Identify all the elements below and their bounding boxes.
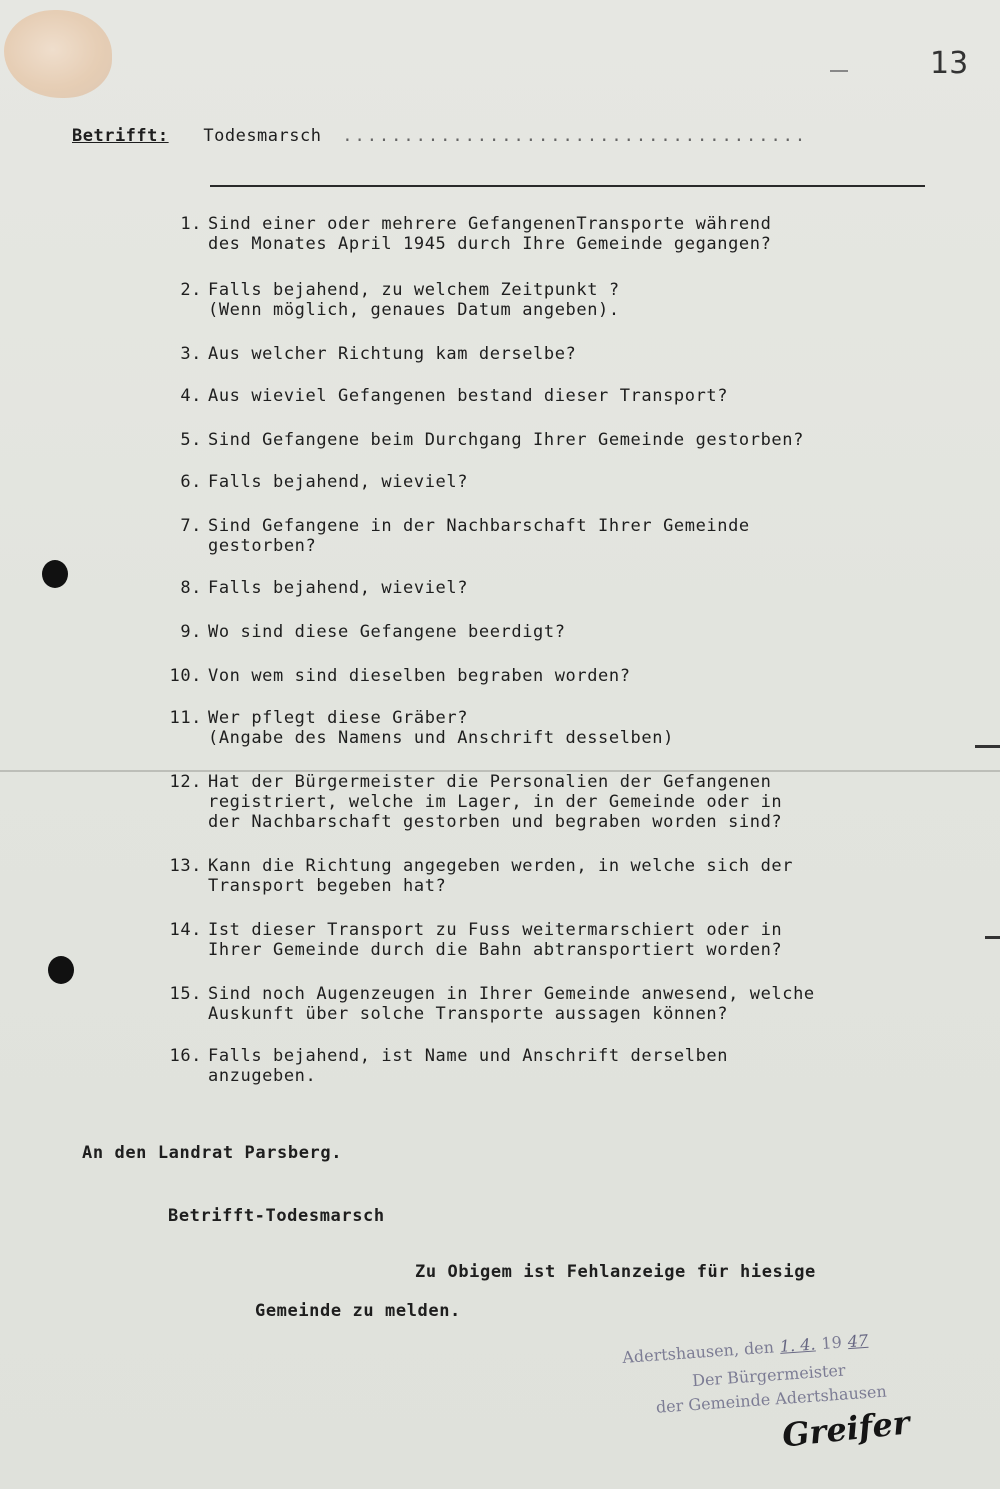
- stamp-municipality: der Gemeinde Adertshausen: [655, 1381, 888, 1417]
- paper-stain: [4, 10, 112, 98]
- mayor-signature: Greifer: [780, 1403, 912, 1455]
- punch-hole-bottom: [48, 956, 74, 984]
- page-number-dash: [830, 70, 848, 72]
- question-item: 7. Sind Gefangene in der Nachbarschaft Ihrer Gemeinde gestorben?: [180, 516, 750, 556]
- page-number: 13: [930, 46, 969, 81]
- addressee-line: An den Landrat Parsberg.: [82, 1143, 343, 1163]
- question-item: 8. Falls bejahend, wieviel?: [180, 578, 469, 598]
- question-item: 13. Kann die Richtung angegeben werden, in welche sich der Transport begeben hat?: [169, 856, 794, 896]
- question-item: 4. Aus wieviel Gefangenen bestand dieser Transport?: [180, 386, 729, 406]
- punch-hole-top: [42, 560, 68, 588]
- question-item: 14. Ist dieser Transport zu Fuss weitermarschiert oder in Ihrer Gemeinde durch die Bahn abtransportiert worden?: [169, 920, 783, 960]
- reply-subject: Betrifft-Todesmarsch: [168, 1206, 385, 1226]
- stamp-year-handwritten: 47: [847, 1330, 869, 1352]
- subject-label: Betrifft:: [72, 126, 169, 146]
- question-item: 15. Sind noch Augenzeugen in Ihrer Gemeinde anwesend, welche Auskunft über solche Transporte aussagen können?: [169, 984, 815, 1024]
- reply-text-line-2: Gemeinde zu melden.: [255, 1301, 461, 1321]
- question-item: 11. Wer pflegt diese Gräber? (Angabe des Namens und Anschrift desselben): [169, 708, 674, 748]
- question-item: 3. Aus welcher Richtung kam derselbe?: [180, 344, 577, 364]
- question-item: 1. Sind einer oder mehrere GefangenenTransporte während des Monates April 1945 durch Ihre Gemeinde gegangen?: [180, 214, 772, 254]
- stamp-title: Der Bürgermeister: [691, 1360, 847, 1391]
- stamp-place: Adertshausen, den: [621, 1337, 775, 1367]
- subject-line: [72, 126, 807, 146]
- question-item: 9. Wo sind diese Gefangene beerdigt?: [180, 622, 566, 642]
- question-item: 5. Sind Gefangene beim Durchgang Ihrer Gemeinde gestorben?: [180, 430, 804, 450]
- stamp-year-prefix: 19: [820, 1332, 843, 1354]
- question-item: 16. Falls bejahend, ist Name und Anschrift derselben anzugeben.: [169, 1046, 729, 1086]
- subject-text: Todesmarsch: [203, 126, 322, 146]
- question-item: 12. Hat der Bürgermeister die Personalien der Gefangenen registriert, welche im Lager, in der Gemeinde oder in der Nachbarschaft gestorben und begraben worden sind?: [169, 772, 783, 832]
- question-item: 10. Von wem sind dieselben begraben worden?: [169, 666, 631, 686]
- edge-mark: [975, 745, 1000, 748]
- question-item: 2. Falls bejahend, zu welchem Zeitpunkt ? (Wenn möglich, genaues Datum angeben).: [180, 280, 620, 320]
- subject-dots: ......................................: [342, 126, 808, 146]
- stamp-date: 1. 4.: [779, 1334, 817, 1356]
- header-rule: [210, 185, 925, 187]
- edge-mark: [985, 936, 1000, 939]
- reply-text-line-1: Zu Obigem ist Fehlanzeige für hiesige: [415, 1262, 816, 1282]
- question-item: 6. Falls bejahend, wieviel?: [180, 472, 469, 492]
